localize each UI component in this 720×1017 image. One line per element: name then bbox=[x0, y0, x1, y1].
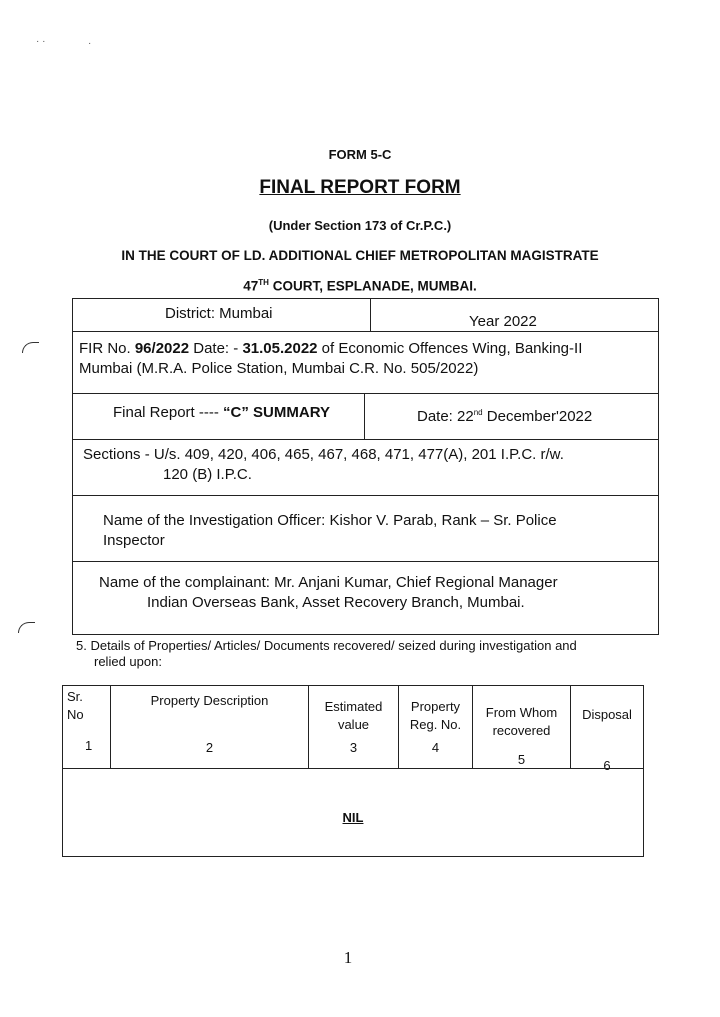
sections-row bbox=[73, 439, 658, 495]
final-report bbox=[113, 404, 330, 421]
properties-table bbox=[62, 685, 644, 857]
complainant-line-1: Name of the complainant: Mr. Anjani Kumar, Chief Regional Manager bbox=[99, 574, 558, 591]
column-number: 3 bbox=[349, 740, 358, 755]
column-estimated-value bbox=[309, 686, 399, 768]
column-label: Reg. No. bbox=[409, 717, 462, 732]
column-label: value bbox=[337, 717, 370, 732]
column-label: Property bbox=[410, 699, 461, 714]
column-number: 2 bbox=[205, 740, 214, 755]
sections-line-1: Sections - U/s. 409, 420, 406, 465, 467, 468, 471, 477(A), 201 I.P.C. r/w. bbox=[83, 446, 564, 463]
fir-prefix: FIR No. bbox=[79, 340, 135, 357]
column-number: 5 bbox=[517, 752, 526, 767]
district-row bbox=[73, 299, 658, 331]
fir-date-label: Date: - bbox=[189, 340, 243, 357]
details-table bbox=[72, 298, 659, 635]
final-report-value: “C” SUMMARY bbox=[223, 404, 330, 421]
column-label: Disposal bbox=[582, 707, 632, 722]
fir-line-1 bbox=[79, 340, 582, 357]
district-cell bbox=[73, 299, 371, 331]
column-label: recovered bbox=[492, 723, 551, 738]
report-date-rest: December'2022 bbox=[482, 408, 593, 425]
final-report-cell bbox=[73, 394, 365, 439]
form-section: (Under Section 173 of Cr.P.C.) bbox=[268, 218, 452, 233]
fir-line-2: Mumbai (M.R.A. Police Station, Mumbai C.R. No. 505/2022) bbox=[79, 360, 479, 377]
final-report-label: Final Report ---- bbox=[113, 404, 224, 421]
column-property-description bbox=[111, 686, 309, 768]
table-divider bbox=[63, 768, 643, 769]
year: Year 2022 bbox=[469, 313, 537, 330]
investigation-officer-row bbox=[73, 495, 658, 561]
column-label: From Whom bbox=[485, 705, 558, 720]
properties-heading bbox=[76, 638, 577, 670]
final-report-row bbox=[73, 393, 658, 439]
properties-heading-line-1: 5. Details of Properties/ Articles/ Documents recovered/ seized during investigation and bbox=[76, 638, 577, 653]
column-number: 4 bbox=[431, 740, 440, 755]
report-date-suffix: nd bbox=[473, 408, 483, 417]
fir-suffix: of Economic Offences Wing, Banking-II bbox=[317, 340, 583, 357]
form-number: FORM 5-C bbox=[328, 147, 392, 162]
fir-row bbox=[73, 331, 658, 393]
column-label: Estimated bbox=[324, 699, 383, 714]
fir-date: 31.05.2022 bbox=[242, 340, 318, 357]
column-label: No bbox=[67, 707, 84, 722]
court-number-suffix: TH bbox=[258, 278, 269, 287]
sections-line-2: 120 (B) I.P.C. bbox=[163, 466, 252, 483]
form-title: FINAL REPORT FORM bbox=[259, 177, 461, 198]
complainant-line-2: Indian Overseas Bank, Asset Recovery Branch, Mumbai. bbox=[147, 594, 525, 611]
court-line: IN THE COURT OF LD. ADDITIONAL CHIEF METROPOLITAN MAGISTRATE bbox=[121, 248, 599, 263]
year-cell bbox=[371, 299, 658, 331]
complainant-row bbox=[73, 561, 658, 634]
properties-heading-line-2: relied upon: bbox=[94, 654, 162, 669]
report-date-cell bbox=[365, 394, 658, 439]
nil-value: NIL bbox=[342, 810, 364, 825]
column-from-whom-recovered bbox=[473, 686, 571, 768]
report-date-label: Date: 22 bbox=[417, 408, 474, 425]
page-number: 1 bbox=[343, 948, 353, 967]
scan-speck: · bbox=[88, 38, 92, 49]
district: District: Mumbai bbox=[165, 305, 273, 322]
column-property-reg-no bbox=[399, 686, 473, 768]
column-label: Sr. bbox=[67, 689, 83, 704]
court-location: COURT, ESPLANADE, MUMBAI. bbox=[268, 278, 477, 294]
margin-mark bbox=[18, 622, 35, 633]
court-number: 47 bbox=[243, 278, 259, 294]
investigation-officer-line-2: Inspector bbox=[103, 532, 165, 549]
report-date bbox=[417, 408, 592, 425]
court-line-2 bbox=[0, 278, 720, 294]
column-label: Property Description bbox=[150, 693, 269, 708]
column-number: 6 bbox=[603, 758, 611, 773]
column-disposal bbox=[571, 686, 643, 773]
margin-mark bbox=[22, 342, 39, 353]
column-sr-no bbox=[63, 686, 111, 768]
column-number: 1 bbox=[85, 738, 93, 753]
investigation-officer-line-1: Name of the Investigation Officer: Kishor V. Parab, Rank – Sr. Police bbox=[103, 512, 557, 529]
scan-speck: · · bbox=[36, 36, 46, 47]
fir-number: 96/2022 bbox=[134, 340, 190, 357]
